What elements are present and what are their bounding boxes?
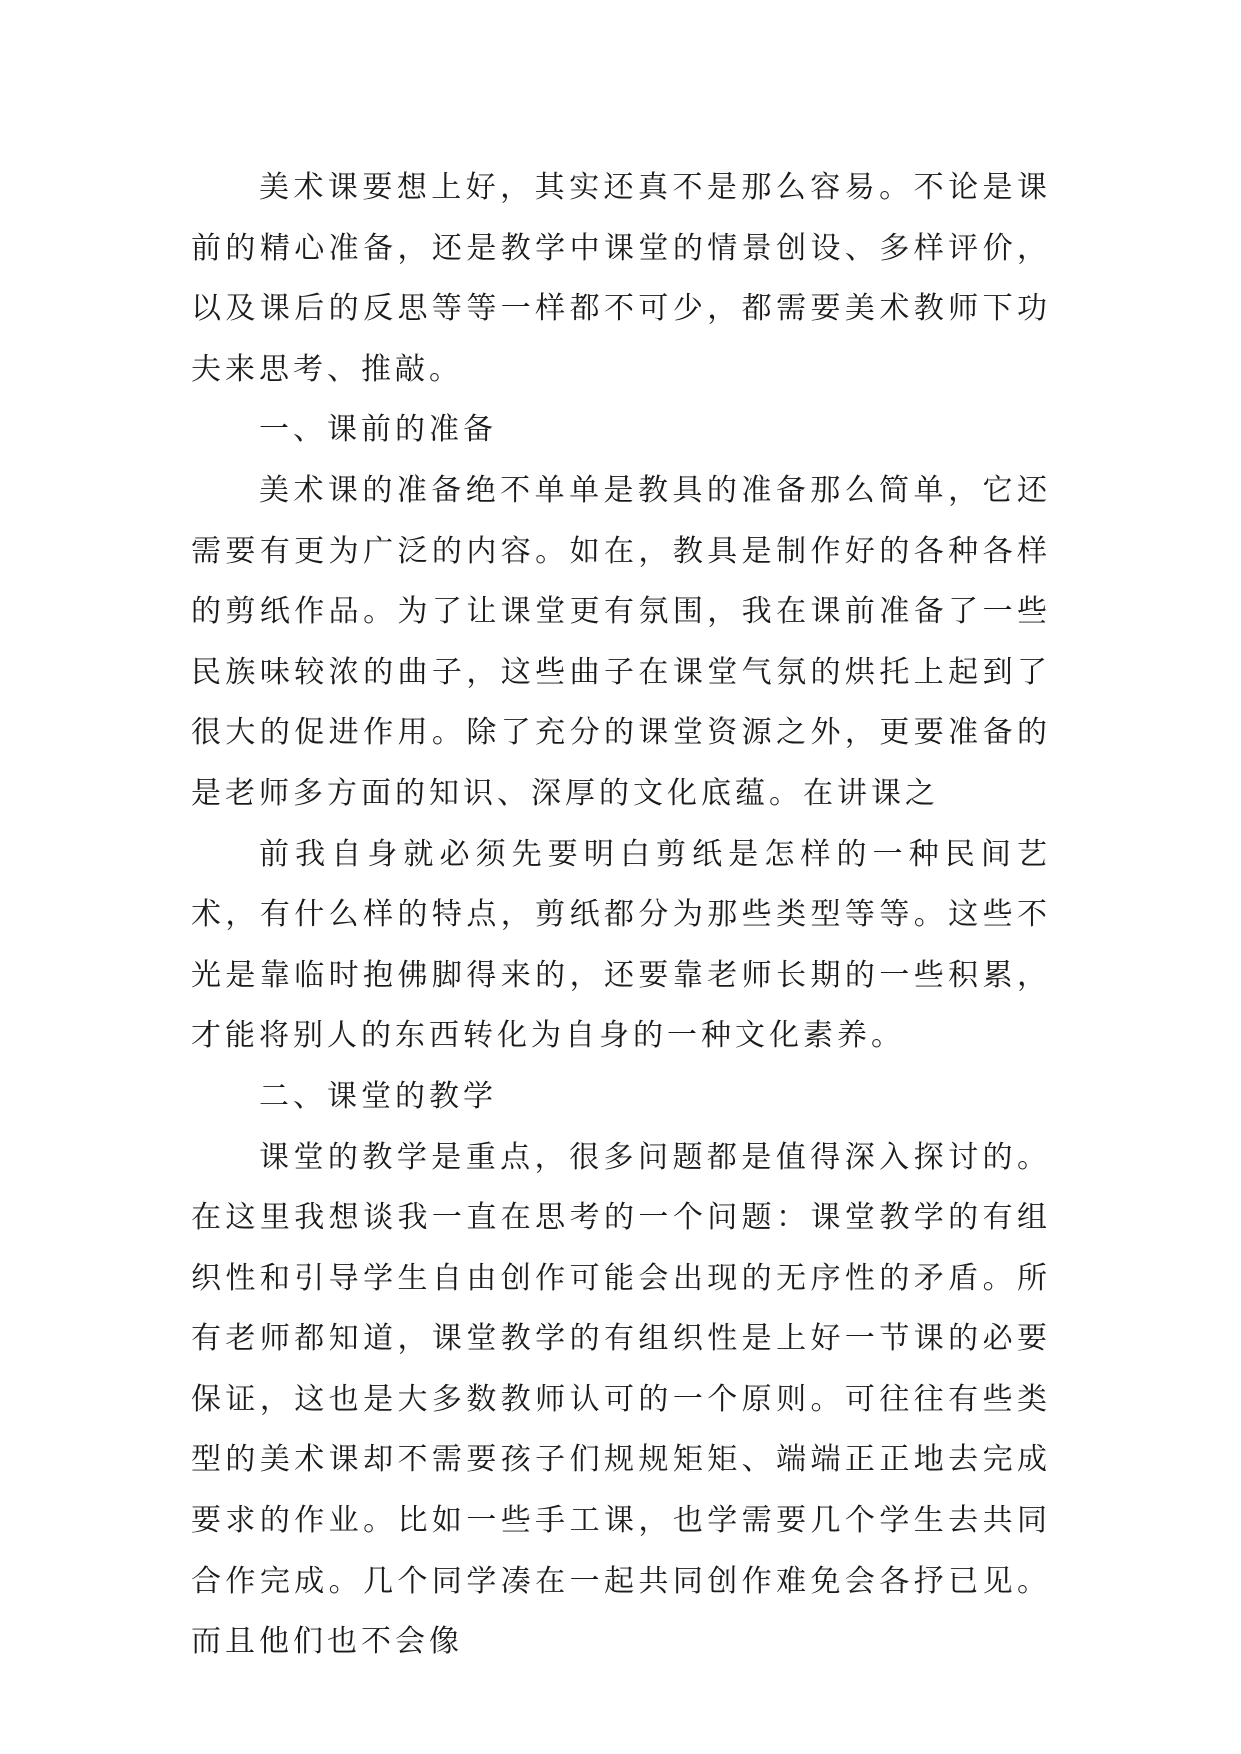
document-body — [191, 158, 1051, 1673]
paragraph-preparation-2: 前我自身就必须先要明白剪纸是怎样的一种民间艺术，有什么样的特点，剪纸都分为那些类型等等。这些不光是靠临时抱佛脚得来的，还要靠老师长期的一些积累，才能将别人的东西转化为自身的一种文化素养。 — [191, 836, 1051, 1054]
section-heading-preparation: 一、课前的准备 — [259, 412, 497, 448]
paragraph-preparation-1: 美术课的准备绝不单单是教具的准备那么简单，它还需要有更为广泛的内容。如在，教具是制作好的各种各样的剪纸作品。为了让课堂更有氛围，我在课前准备了一些民族味较浓的曲子，这些曲子在课堂气氛的烘托上起到了很大的促进作用。除了充分的课堂资源之外，更要准备的是老师多方面的知识、深厚的文化底蕴。在讲课之 — [191, 472, 1051, 811]
section-heading-teaching: 二、课堂的教学 — [259, 1078, 497, 1114]
paragraph-teaching: 课堂的教学是重点，很多问题都是值得深入探讨的。在这里我想谈我一直在思考的一个问题：课堂教学的有组织性和引导学生自由创作可能会出现的无序性的矛盾。所有老师都知道，课堂教学的有组织性是上好一节课的必要保证，这也是大多数教师认可的一个原则。可往往有些类型的美术课却不需要孩子们规规矩矩、端端正正地去完成要求的作业。比如一些手工课，也学需要几个学生去共同合作完成。几个同学凑在一起共同创作难免会各抒已见。而且他们也不会像 — [191, 1139, 1051, 1660]
paragraph-intro: 美术课要想上好，其实还真不是那么容易。不论是课前的精心准备，还是教学中课堂的情景创设、多样评价，以及课后的反思等等一样都不可少，都需要美术教师下功夫来思考、推敲。 — [191, 170, 1051, 387]
